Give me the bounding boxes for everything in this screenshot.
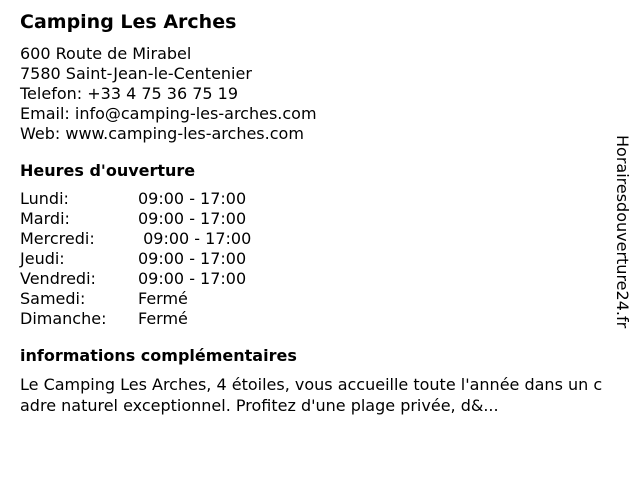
hours-row-vendredi	[20, 269, 605, 289]
hours-day: Samedi:	[20, 289, 86, 308]
hours-day: Lundi:	[20, 189, 69, 208]
hours-row-dimanche	[20, 309, 605, 329]
website-address: Web: www.camping-les-arches.com	[20, 124, 304, 143]
hours-row-jeudi	[20, 249, 605, 269]
business-name: Camping Les Arches	[20, 11, 237, 33]
hours-day: Vendredi:	[20, 269, 96, 288]
hours-time: Fermé	[138, 309, 188, 328]
brand-watermark: Horairesdouverture24.fr	[613, 135, 632, 329]
hours-row-mardi	[20, 209, 605, 229]
hours-day: Jeudi:	[20, 249, 65, 268]
hours-row-samedi	[20, 289, 605, 309]
info-description: Le Camping Les Arches, 4 étoiles, vous accueille toute l'année dans un cadre naturel exceptionnel. Profitez d'une plage privée, d&...	[20, 375, 603, 415]
hours-time: 09:00 - 17:00	[138, 209, 247, 228]
info-heading: informations complémentaires	[20, 346, 297, 365]
address-block	[20, 44, 605, 144]
hours-row-lundi	[20, 189, 605, 209]
address-city: 7580 Saint-Jean-le-Centenier	[20, 64, 252, 83]
hours-heading: Heures d'ouverture	[20, 161, 196, 180]
email-address: Email: info@camping-les-arches.com	[20, 104, 317, 123]
business-card	[20, 10, 605, 416]
hours-time: 09:00 - 17:00	[138, 189, 247, 208]
address-street: 600 Route de Mirabel	[20, 44, 192, 63]
hours-day: Dimanche:	[20, 309, 107, 328]
hours-table	[20, 189, 605, 329]
hours-day: Mercredi:	[20, 229, 95, 248]
hours-time: Fermé	[138, 289, 188, 308]
phone-number: Telefon: +33 4 75 36 75 19	[20, 84, 239, 103]
hours-day: Mardi:	[20, 209, 70, 228]
hours-time: 09:00 - 17:00	[138, 229, 252, 248]
hours-time: 09:00 - 17:00	[138, 249, 247, 268]
hours-time: 09:00 - 17:00	[138, 269, 247, 288]
hours-row-mercredi	[20, 229, 605, 249]
